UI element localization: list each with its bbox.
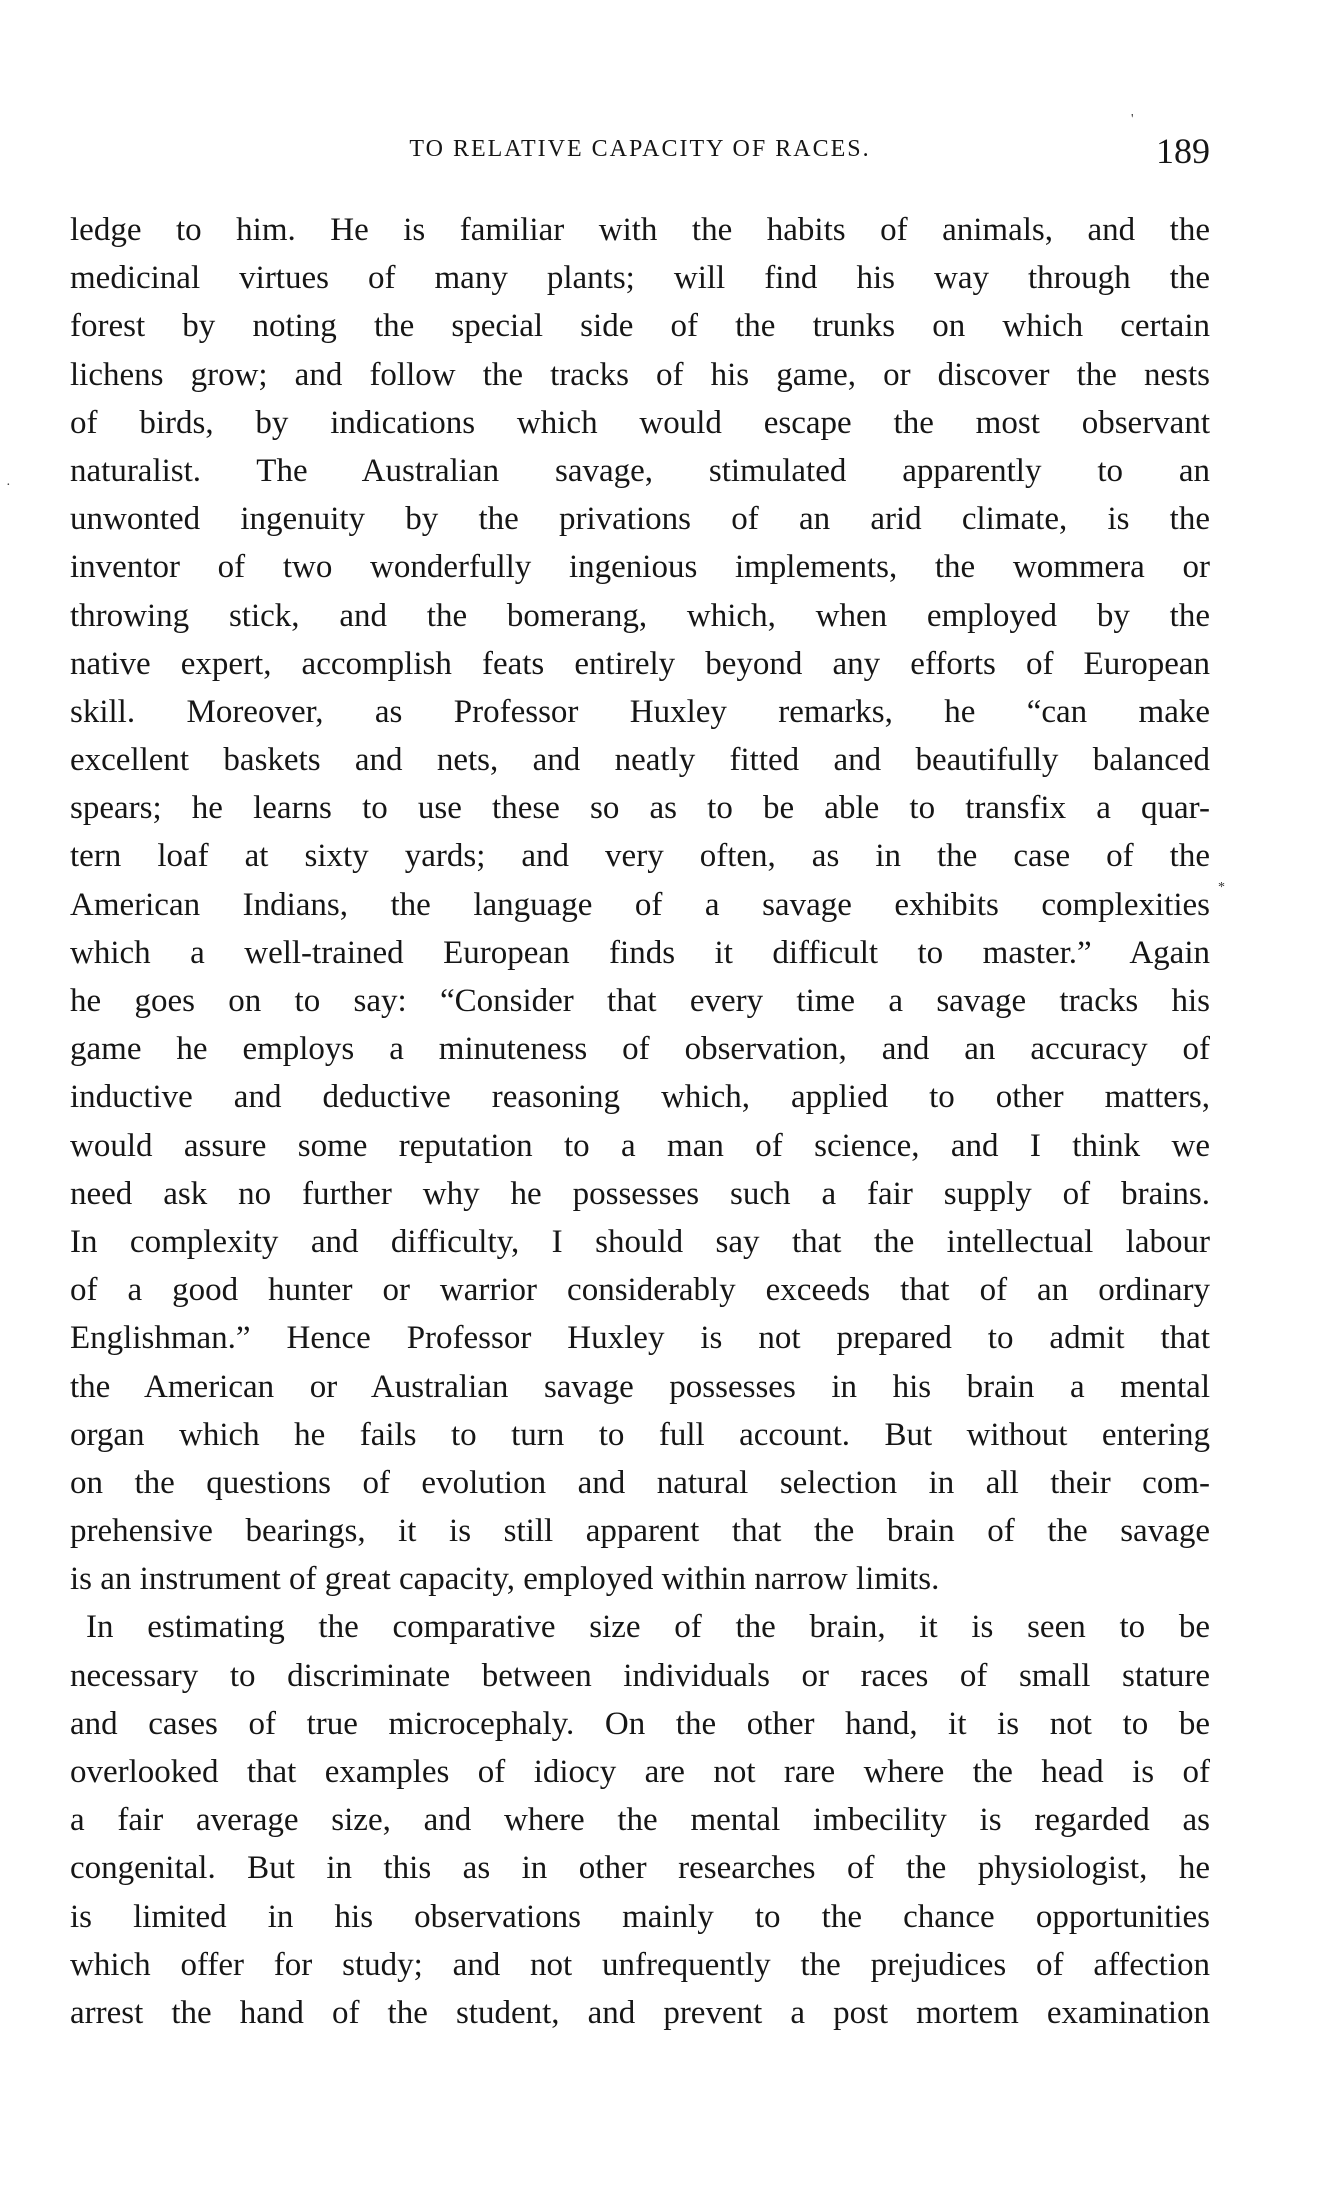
text-line: tern loaf at sixty yards; and very often, as in the case of the	[70, 838, 1210, 875]
text-line: game he employs a minuteness of observation, and an accuracy of	[70, 1031, 1210, 1068]
paragraph	[70, 206, 1210, 1603]
text-line: excellent baskets and nets, and neatly fitted and beautifully balanced	[70, 742, 1210, 779]
text-line: prehensive bearings, it is still apparent that the brain of the savage	[70, 1513, 1210, 1550]
text-line: is an instrument of great capacity, employed within narrow limits.	[70, 1561, 940, 1598]
text-line: American Indians, the language of a savage exhibits complexities	[70, 886, 1210, 923]
text-line: overlooked that examples of idiocy are not rare where the head is of	[70, 1754, 1210, 1790]
text-line: which offer for study; and not unfrequently the prejudices of affection	[70, 1946, 1210, 1983]
running-title: TO RELATIVE CAPACITY OF RACES.	[409, 136, 871, 162]
text-line: inventor of two wonderfully ingenious implements, the wommera or	[70, 549, 1210, 586]
text-line: he goes on to say: “Consider that every time a savage tracks his	[70, 983, 1210, 1019]
text-line: spears; he learns to use these so as to be able to transfix a quar-	[70, 790, 1210, 827]
text-line: native expert, accomplish feats entirely beyond any efforts of European	[70, 645, 1210, 682]
text-line: naturalist. The Australian savage, stimulated apparently to an	[70, 452, 1210, 489]
text-line: organ which he fails to turn to full account. But without entering	[70, 1416, 1210, 1453]
text-line: unwonted ingenuity by the privations of an arid climate, is the	[70, 501, 1210, 538]
running-head	[70, 130, 1210, 174]
text-line: and cases of true microcephaly. On the other hand, it is not to be	[70, 1705, 1210, 1742]
text-line: on the questions of evolution and natural selection in all their com-	[70, 1464, 1210, 1501]
text-line: the American or Australian savage possesses in his brain a mental	[70, 1368, 1210, 1405]
text-line: skill. Moreover, as Professor Huxley remarks, he “can make	[70, 693, 1210, 730]
text-line: In estimating the comparative size of the brain, it is seen to be	[86, 1609, 1210, 1646]
text-line: a fair average size, and where the mental imbecility is regarded as	[70, 1802, 1210, 1839]
margin-speck: *	[1218, 880, 1225, 895]
paragraph	[70, 1603, 1210, 2037]
text-line: of birds, by indications which would escape the most observant	[70, 404, 1210, 441]
text-line: Englishman.” Hence Professor Huxley is not prepared to admit that	[70, 1320, 1210, 1357]
text-line: lichens grow; and follow the tracks of his game, or discover the nests	[70, 356, 1210, 393]
margin-speck: ·	[6, 478, 11, 493]
text-line: necessary to discriminate between individuals or races of small stature	[70, 1657, 1210, 1694]
text-line: arrest the hand of the student, and prevent a post mortem examination	[70, 1994, 1210, 2031]
text-line: medicinal virtues of many plants; will find his way through the	[70, 260, 1210, 297]
text-line: of a good hunter or warrior considerably exceeds that of an ordinary	[70, 1272, 1210, 1309]
body-text	[70, 206, 1210, 2037]
text-line: In complexity and difficulty, I should say that the intellectual labour	[70, 1223, 1210, 1260]
text-line: would assure some reputation to a man of science, and I think we	[70, 1127, 1210, 1164]
text-line: which a well-trained European finds it difficult to master.” Again	[70, 934, 1210, 971]
text-line: is limited in his observations mainly to the chance opportunities	[70, 1898, 1210, 1935]
text-line: congenital. But in this as in other researches of the physiologist, he	[70, 1850, 1210, 1887]
print-speck: '	[1131, 112, 1134, 127]
text-line: forest by noting the special side of the trunks on which certain	[70, 308, 1210, 345]
text-line: throwing stick, and the bomerang, which, when employed by the	[70, 597, 1210, 634]
text-line: need ask no further why he possesses such a fair supply of brains.	[70, 1175, 1210, 1212]
text-line: ledge to him. He is familiar with the habits of animals, and the	[70, 212, 1210, 248]
text-line: inductive and deductive reasoning which, applied to other matters,	[70, 1079, 1210, 1116]
page-number: 189	[1156, 131, 1210, 171]
